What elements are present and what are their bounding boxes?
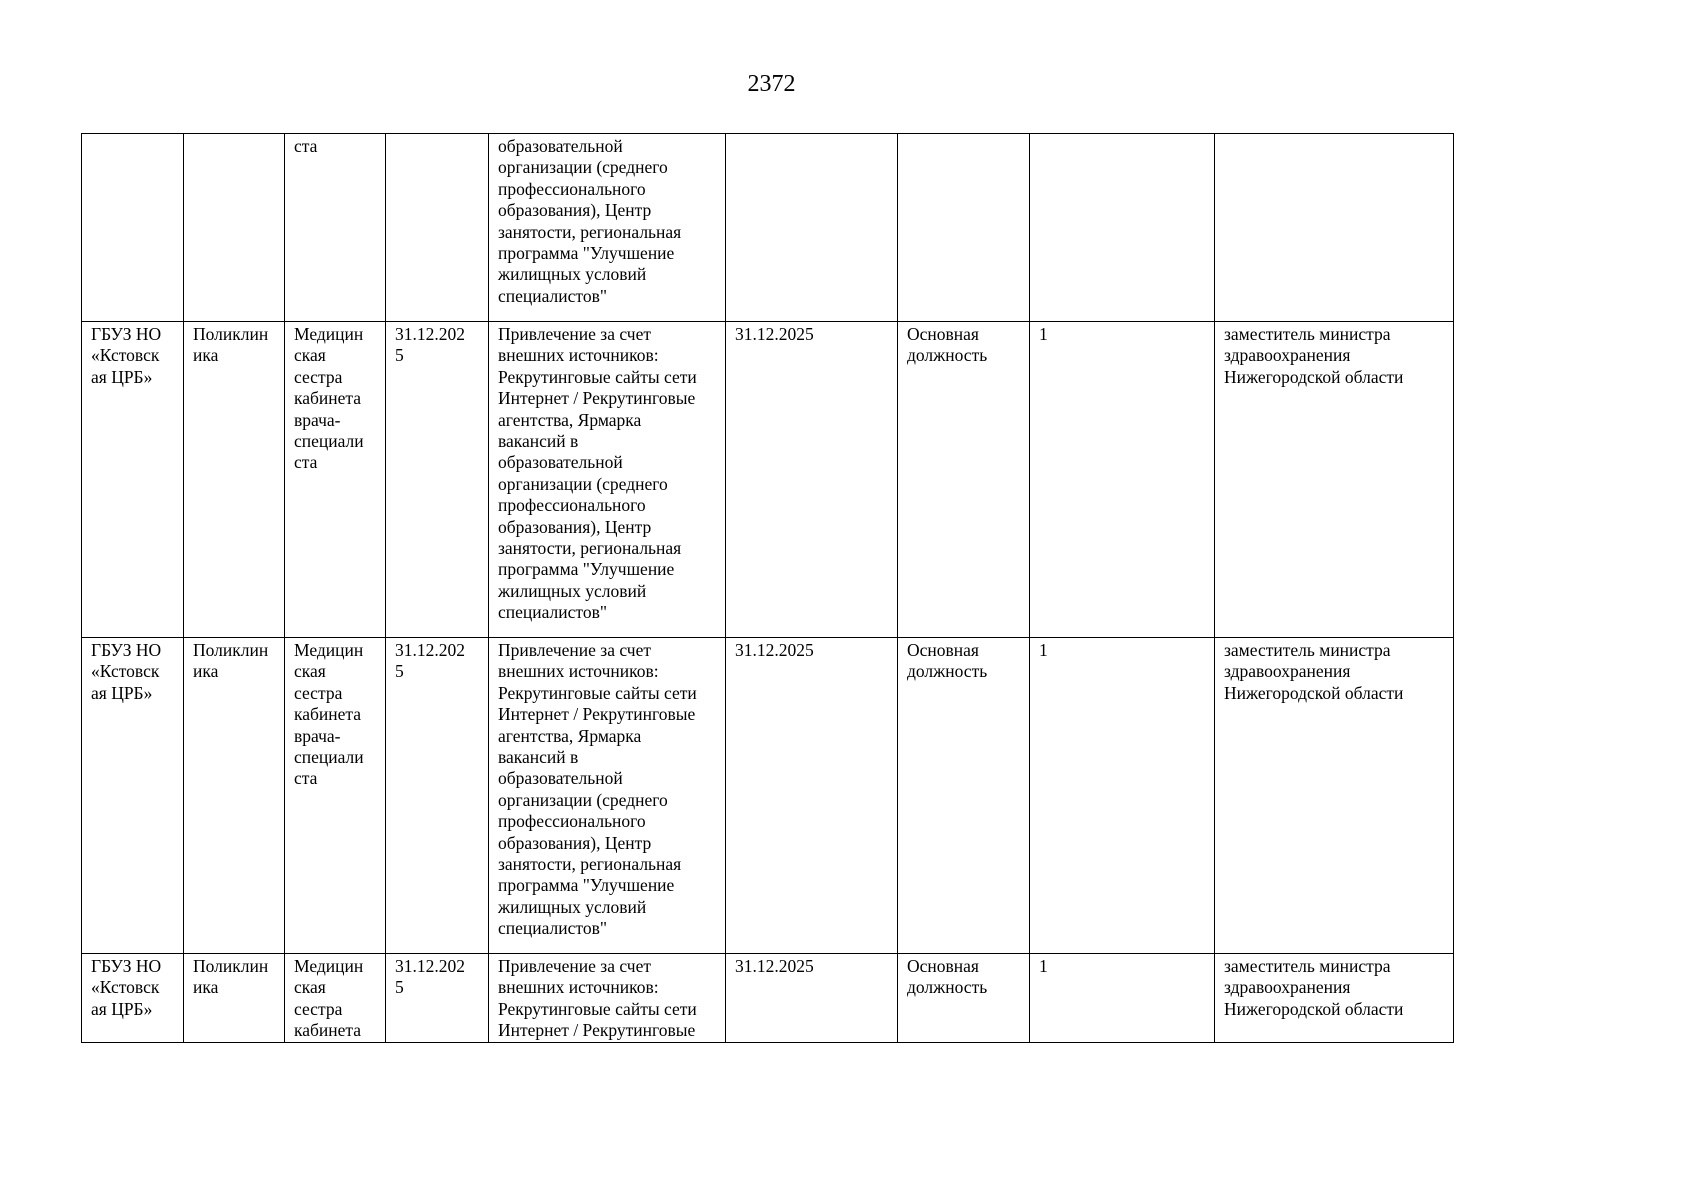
- table-cell-department: Поликлин ика: [184, 638, 285, 954]
- table-row: [82, 134, 1454, 322]
- table-cell-measures: Привлечение за счет внешних источников: Рекрутинговые сайты сети Интернет / Рекрутинговые: [489, 954, 726, 1043]
- table-cell-organization: [82, 134, 184, 322]
- table-cell-date: 31.12.202 5: [386, 322, 489, 638]
- table-cell-date: [386, 134, 489, 322]
- table-cell-count: 1: [1030, 638, 1215, 954]
- table-cell-position: Медицин ская сестра кабинета: [285, 954, 386, 1043]
- table-cell-count: 1: [1030, 954, 1215, 1043]
- table-cell-position-type: Основная должность: [898, 322, 1030, 638]
- table-cell-responsible: [1215, 134, 1454, 322]
- table-cell-position: Медицин ская сестра кабинета врача- специали ста: [285, 322, 386, 638]
- table-cell-position-type: Основная должность: [898, 954, 1030, 1043]
- table-cell-responsible: заместитель министра здравоохранения Нижегородской области: [1215, 322, 1454, 638]
- table-cell-measures: Привлечение за счет внешних источников: Рекрутинговые сайты сети Интернет / Рекрутинговые агентства, Ярмарка вакансий в образовательной организации (среднего профессионального образования), Центр занятости, региональная программа "Улучшение жилищных условий специалистов": [489, 322, 726, 638]
- table-cell-deadline: 31.12.2025: [726, 322, 898, 638]
- table-cell-position: ста: [285, 134, 386, 322]
- table-cell-position-type: Основная должность: [898, 638, 1030, 954]
- table-cell-organization: ГБУЗ НО «Кстовск ая ЦРБ»: [82, 638, 184, 954]
- table-row: [82, 322, 1454, 638]
- table-cell-count: 1: [1030, 322, 1215, 638]
- page-number: 2372: [747, 71, 796, 97]
- table-cell-organization: ГБУЗ НО «Кстовск ая ЦРБ»: [82, 322, 184, 638]
- table-cell-deadline: [726, 134, 898, 322]
- table-cell-responsible: заместитель министра здравоохранения Нижегородской области: [1215, 638, 1454, 954]
- table-cell-deadline: 31.12.2025: [726, 638, 898, 954]
- table-cell-count: [1030, 134, 1215, 322]
- table-cell-date: 31.12.202 5: [386, 638, 489, 954]
- table-cell-department: [184, 134, 285, 322]
- table-cell-responsible: заместитель министра здравоохранения Нижегородской области: [1215, 954, 1454, 1043]
- table-cell-organization: ГБУЗ НО «Кстовск ая ЦРБ»: [82, 954, 184, 1043]
- table-cell-department: Поликлин ика: [184, 954, 285, 1043]
- table-row: [82, 638, 1454, 954]
- table-row: [82, 954, 1454, 1043]
- table-cell-date: 31.12.202 5: [386, 954, 489, 1043]
- table-cell-department: Поликлин ика: [184, 322, 285, 638]
- table-cell-position: Медицин ская сестра кабинета врача- специали ста: [285, 638, 386, 954]
- table-cell-position-type: [898, 134, 1030, 322]
- table-cell-measures: Привлечение за счет внешних источников: Рекрутинговые сайты сети Интернет / Рекрутинговые агентства, Ярмарка вакансий в образовательной организации (среднего профессионального образования), Центр занятости, региональная программа "Улучшение жилищных условий специалистов": [489, 638, 726, 954]
- table-cell-measures: образовательной организации (среднего профессионального образования), Центр занятости, региональная программа "Улучшение жилищных условий специалистов": [489, 134, 726, 322]
- staffing-table: [81, 133, 1454, 1043]
- table-cell-deadline: 31.12.2025: [726, 954, 898, 1043]
